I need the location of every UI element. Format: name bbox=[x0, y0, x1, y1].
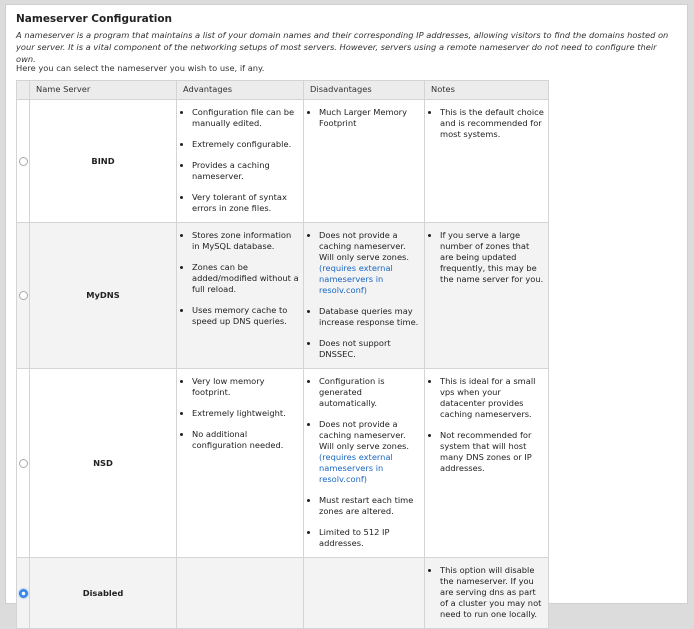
list-item-text: Configuration file can be manually edited. bbox=[192, 107, 295, 128]
table-header bbox=[17, 81, 549, 100]
header-advantages: Advantages bbox=[177, 81, 304, 100]
list-item bbox=[440, 107, 545, 140]
list-item bbox=[319, 527, 421, 549]
list-item bbox=[319, 230, 421, 296]
list-item bbox=[192, 305, 300, 327]
nameserver-panel bbox=[5, 4, 688, 619]
list-item bbox=[192, 107, 300, 129]
list-item bbox=[440, 430, 545, 474]
advantages-list bbox=[180, 230, 300, 327]
list-item-text: Limited to 512 IP addresses. bbox=[319, 527, 390, 548]
name-server-mydns: MyDNS bbox=[30, 223, 177, 369]
advantages-cell bbox=[177, 558, 304, 629]
advantages-list bbox=[180, 107, 300, 214]
list-item bbox=[192, 429, 300, 451]
list-item-text: Does not provide a caching nameserver. Will only serve zones. bbox=[319, 419, 410, 451]
table-row bbox=[17, 369, 549, 558]
list-item-text: Extremely lightweight. bbox=[192, 408, 286, 418]
header-disadvantages: Disadvantages bbox=[304, 81, 425, 100]
list-item bbox=[319, 338, 421, 360]
radio-nsd[interactable] bbox=[19, 459, 28, 468]
list-item-text: If you serve a large number of zones that are being updated frequently, this may be the name server for you. bbox=[440, 230, 544, 284]
list-item bbox=[192, 230, 300, 252]
name-server-nsd: NSD bbox=[30, 369, 177, 558]
list-item-text: Must restart each time zones are altered. bbox=[319, 495, 414, 516]
list-item-text: Database queries may increase response time. bbox=[319, 306, 419, 327]
advantages-list bbox=[180, 376, 300, 451]
name-server-bind: BIND bbox=[30, 100, 177, 223]
list-item-text: Configuration is generated automatically. bbox=[319, 376, 385, 408]
list-item-text: No additional configuration needed. bbox=[192, 429, 284, 450]
list-item bbox=[192, 192, 300, 214]
resolv-conf-link[interactable]: (requires external nameservers in resolv.conf) bbox=[319, 263, 393, 295]
list-item-text: Does not provide a caching nameserver. Will only serve zones. bbox=[319, 230, 410, 262]
nameserver-table bbox=[16, 80, 549, 629]
header-name-server: Name Server bbox=[30, 81, 177, 100]
list-item-text: Very tolerant of syntax errors in zone files. bbox=[192, 192, 287, 213]
list-item-text: Much Larger Memory Footprint bbox=[319, 107, 408, 128]
page-title: Nameserver Configuration bbox=[16, 13, 173, 25]
notes-cell bbox=[425, 223, 549, 369]
list-item-text: Does not support DNSSEC. bbox=[319, 338, 391, 359]
list-item bbox=[192, 376, 300, 398]
list-item-text: Stores zone information in MySQL database. bbox=[192, 230, 292, 251]
header-notes: Notes bbox=[425, 81, 549, 100]
notes-list bbox=[428, 376, 545, 474]
advantages-cell bbox=[177, 100, 304, 223]
list-item-text: This is the default choice and is recommended for most systems. bbox=[440, 107, 544, 139]
list-item bbox=[440, 376, 545, 420]
disadvantages-list bbox=[307, 107, 421, 129]
radio-mydns[interactable] bbox=[19, 291, 28, 300]
list-item bbox=[192, 408, 300, 419]
disadvantages-cell bbox=[304, 558, 425, 629]
disadvantages-list bbox=[307, 230, 421, 360]
notes-cell bbox=[425, 558, 549, 629]
list-item bbox=[440, 230, 545, 285]
list-item bbox=[192, 262, 300, 295]
notes-cell bbox=[425, 100, 549, 223]
disadvantages-list bbox=[307, 376, 421, 549]
radio-cell[interactable] bbox=[17, 558, 30, 629]
resolv-conf-link[interactable]: (requires external nameservers in resolv.conf) bbox=[319, 452, 393, 484]
advantages-cell bbox=[177, 369, 304, 558]
intro-text: A nameserver is a program that maintains a list of your domain names and their corresponding IP addresses, allowing visitors to find the domains hosted on your server. It is a vital component of the networking setups of most servers. However, servers using a remote nameserver do not need to configure their own. bbox=[16, 30, 669, 64]
table-row bbox=[17, 223, 549, 369]
notes-list bbox=[428, 107, 545, 140]
list-item bbox=[319, 495, 421, 517]
list-item-text: Not recommended for system that will host many DNS zones or IP addresses. bbox=[440, 430, 532, 473]
list-item bbox=[319, 107, 421, 129]
radio-cell[interactable] bbox=[17, 369, 30, 558]
notes-list bbox=[428, 230, 545, 285]
disadvantages-cell bbox=[304, 223, 425, 369]
list-item bbox=[192, 160, 300, 182]
radio-cell[interactable] bbox=[17, 100, 30, 223]
list-item-text: Extremely configurable. bbox=[192, 139, 292, 149]
notes-cell bbox=[425, 369, 549, 558]
list-item-text: Uses memory cache to speed up DNS queries. bbox=[192, 305, 288, 326]
list-item-text: Provides a caching nameserver. bbox=[192, 160, 270, 181]
table-row bbox=[17, 100, 549, 223]
list-item-text: This is ideal for a small vps when your datacenter provides caching nameservers. bbox=[440, 376, 536, 419]
select-instructions: Here you can select the nameserver you wish to use, if any. bbox=[16, 63, 265, 73]
list-item-text: This option will disable the nameserver. If you are serving dns as part of a cluster you may not need to run one locally. bbox=[440, 565, 542, 619]
list-item bbox=[319, 306, 421, 328]
list-item bbox=[319, 419, 421, 485]
radio-cell[interactable] bbox=[17, 223, 30, 369]
name-server-disabled: Disabled bbox=[30, 558, 177, 629]
list-item-text: Zones can be added/modified without a full reload. bbox=[192, 262, 299, 294]
list-item bbox=[192, 139, 300, 150]
disadvantages-cell bbox=[304, 369, 425, 558]
disadvantages-cell bbox=[304, 100, 425, 223]
radio-bind[interactable] bbox=[19, 157, 28, 166]
list-item-text: Very low memory footprint. bbox=[192, 376, 265, 397]
radio-disabled[interactable] bbox=[19, 589, 28, 598]
advantages-cell bbox=[177, 223, 304, 369]
header-radio bbox=[17, 81, 30, 100]
table-row bbox=[17, 558, 549, 629]
list-item bbox=[319, 376, 421, 409]
